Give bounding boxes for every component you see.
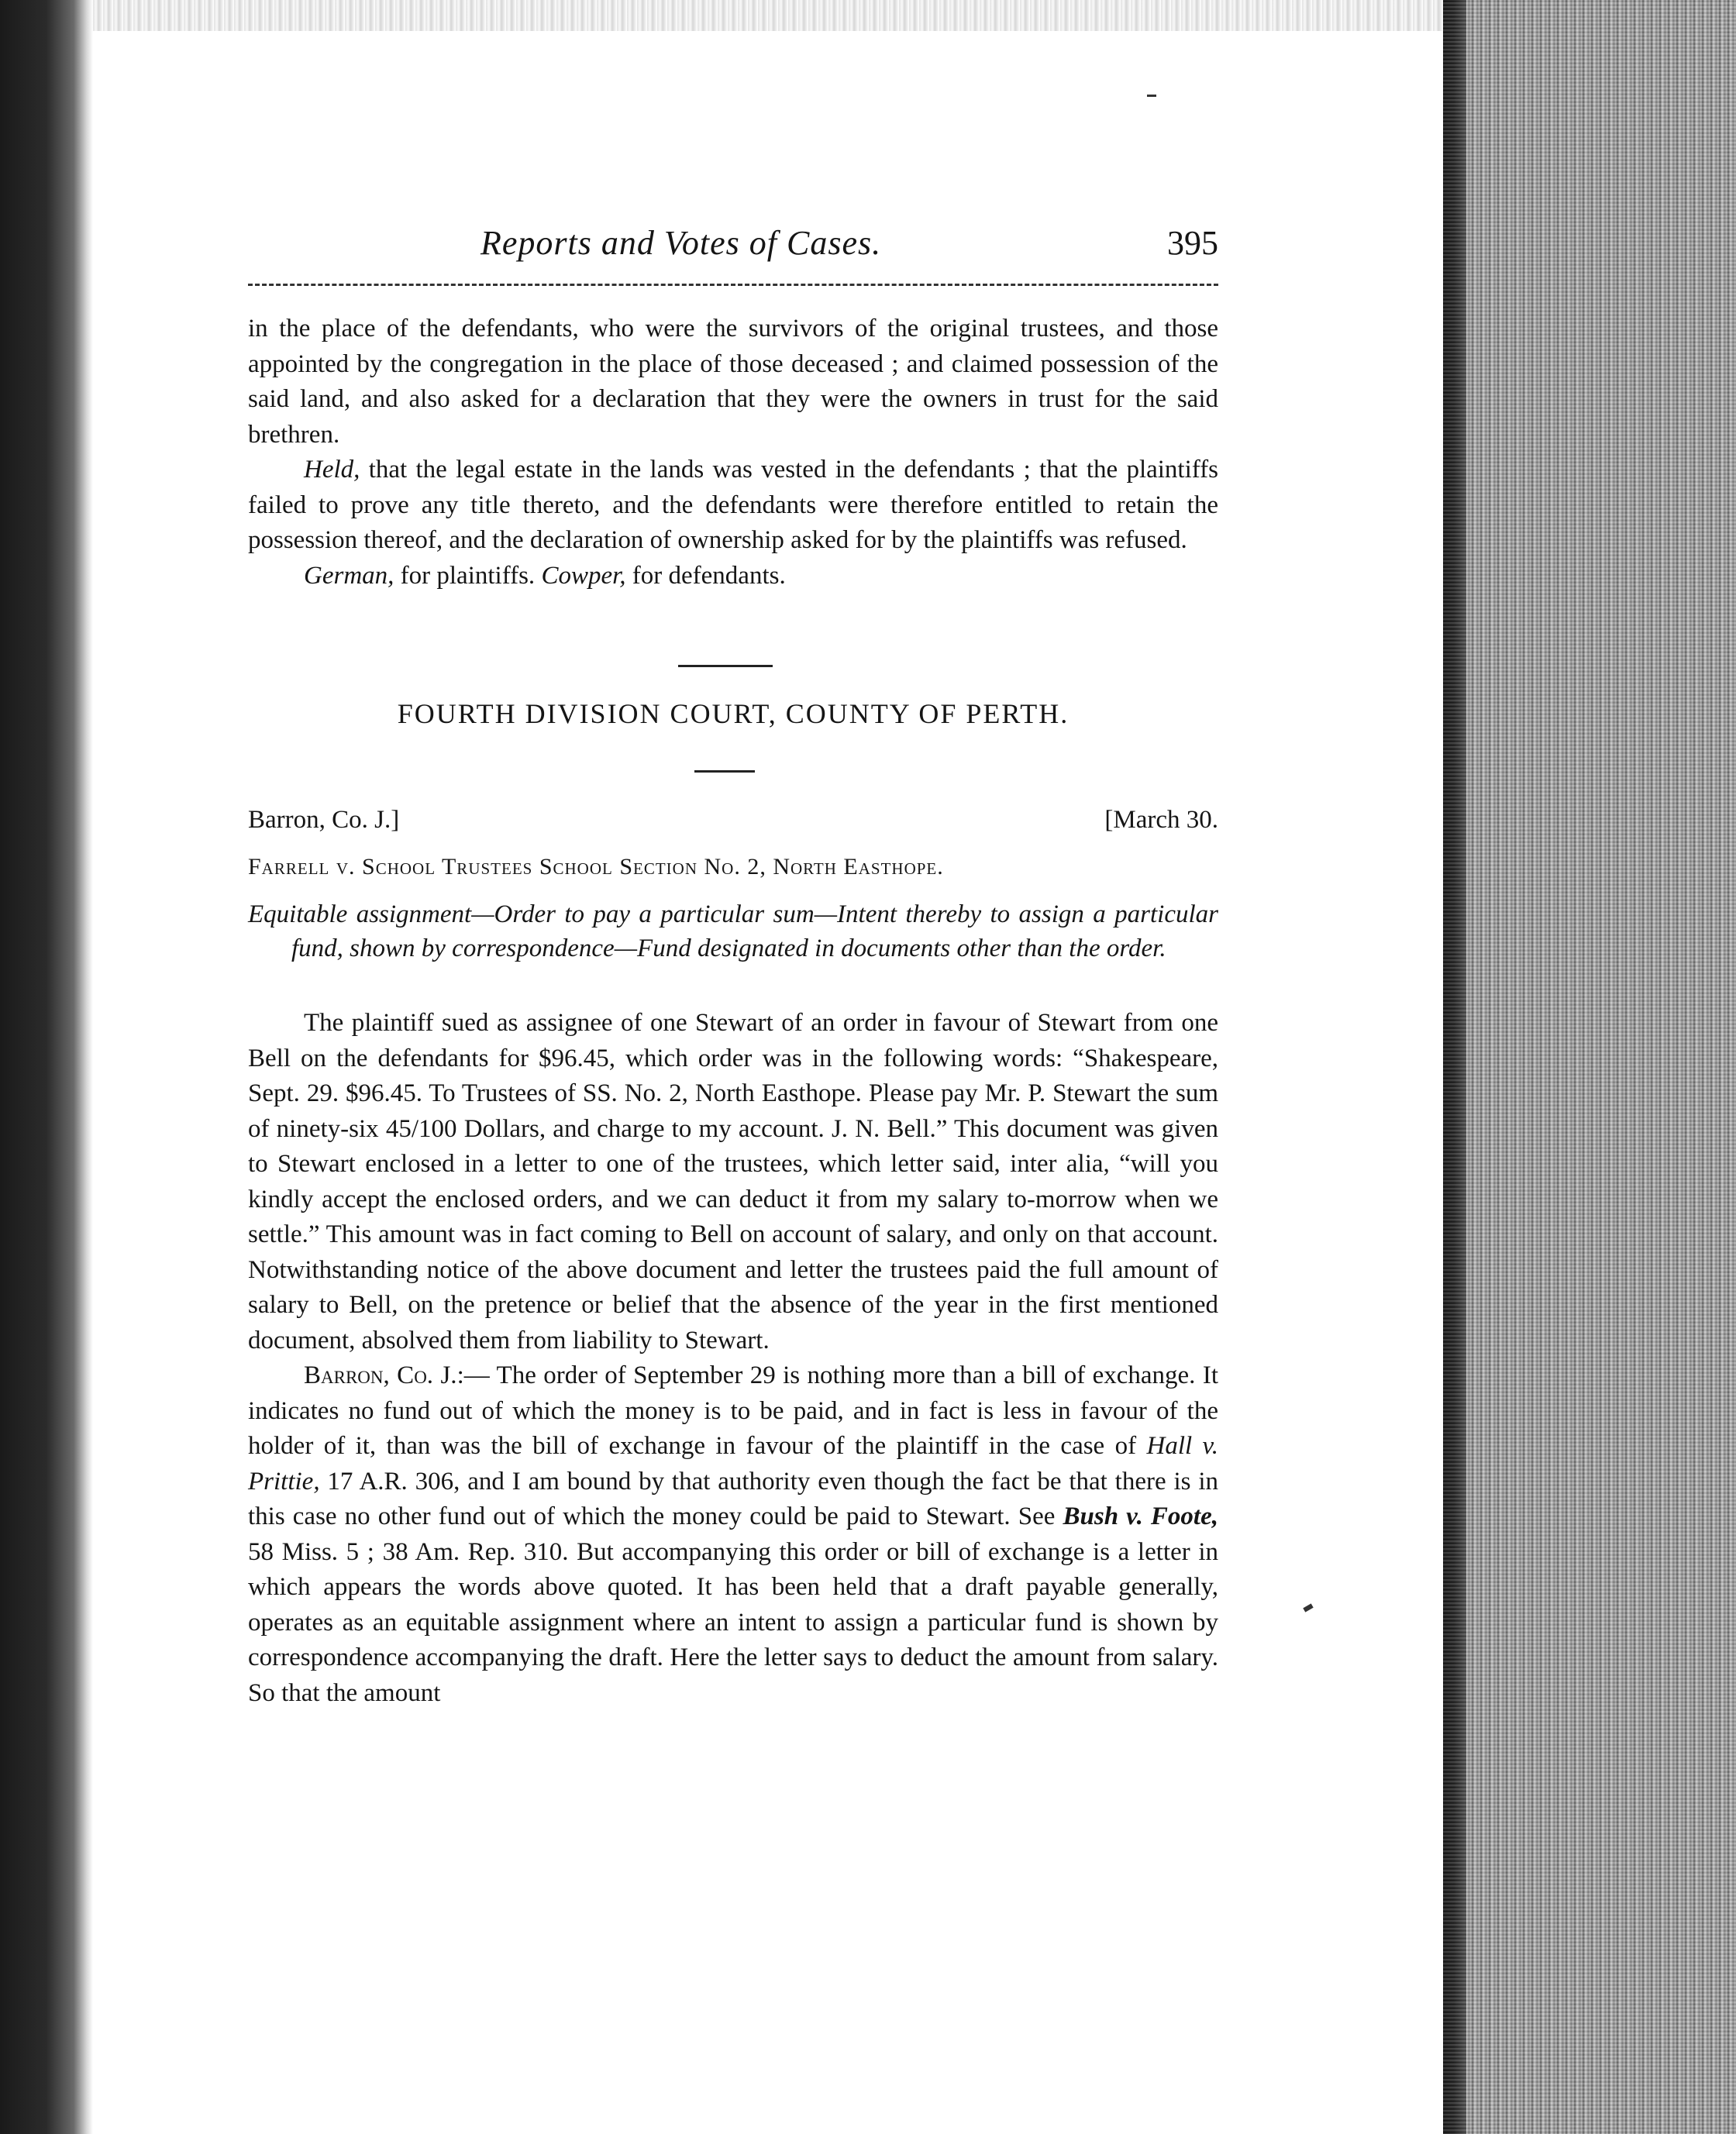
judgment-text: 58 Miss. 5 ; 38 Am. Rep. 310. But accompanying this order or bill of exchange is a letter in which appears the words above quoted. It has been held that a draft payable generally, operates as an equitable assignment where an intent to assign a particular fund is shown by correspondence accompanying the draft. Here the letter says to deduct the amount from salary. So that the amount (248, 1537, 1218, 1707)
counsel-plaintiffs-role: for plaintiffs. (394, 561, 542, 590)
running-head (248, 217, 1218, 279)
headnote: Equitable assignment—Order to pay a particular sum—Intent thereby to assign a particular fund, shown by correspondence—Fund designated in documents other than the order. (248, 900, 1218, 962)
page-content (248, 217, 1218, 1922)
judgment-text: 17 A.R. 306, and I am bound by that authority even though the fact be that there is in this case no other fund out of which the money could be paid to Stewart. See (248, 1467, 1218, 1530)
holding-paragraph (248, 453, 1218, 559)
judge-name: Barron, Co. J.] (248, 806, 400, 834)
holding-text: that the legal estate in the lands was vested in the defendants ; that the plaintiffs failed to prove any title thereto, and the defendants were therefore entitled to retain the possession thereof, and the declaration of ownership asked for by the plaintiffs was refused. (248, 456, 1218, 554)
case-body (248, 1006, 1218, 1711)
judgment-judge: Barron, Co. J. (304, 1361, 457, 1389)
judge-date-line (248, 806, 1218, 845)
judgment-text: :— The order of September 29 is nothing more than a bill of exchange. It indicates no fund out of which the money is to be paid, and in fact is less in favour of the holder of it, than was the bill of exchange in favour of the plaintiff in the case of (248, 1361, 1218, 1460)
page-number: 395 (1167, 224, 1218, 262)
case-title: Farrell v. School Trustees School Section No. 2, North Easthope. (248, 854, 944, 879)
judgment-paragraph (248, 1358, 1218, 1711)
case-citation: Hall v. Prittie, (248, 1432, 1218, 1496)
counsel-defendants: Cowper, (541, 561, 626, 590)
facts-paragraph: The plaintiff sued as assignee of one Stewart of an order in favour of Stewart from one Bell on the defendants for $96.45, which order was in the following words: “Shakespeare, Sept. 29. $96.45. To Trustees of SS. No. 2, North Easthope. Please pay Mr. P. Stewart the sum of ninety-six 45/100 Dollars, and charge to my account. J. N. Bell.” This document was given to Stewart enclosed in a letter to one of the trustees, which letter said, inter alia, “will you kindly accept the enclosed orders, and we can deduct it from my salary to-morrow when we settle.” This amount was in fact coming to Bell on account of salary, and only on that account. Notwithstanding notice of the above document and letter the trustees paid the full amount of salary to Bell, on the pretence or belief that the absence of the year in the first mentioned document, absolved them from liability to Stewart. (248, 1009, 1218, 1354)
counsel-defendants-role: for defendants. (625, 561, 786, 590)
decision-date: [March 30. (1104, 806, 1218, 834)
page-stack-edge (1443, 0, 1736, 2134)
counsel-line (248, 559, 1218, 594)
section-divider (678, 665, 773, 667)
paragraph: in the place of the defendants, who were the survivors of the original trustees, and those appointed by the congregation in the place of those deceased ; and claimed possession of the said land, and also asked for a declaration that they were the owners in trust for the said brethren. (248, 315, 1218, 449)
counsel-plaintiffs: German, (304, 561, 394, 590)
section-divider (694, 770, 755, 773)
court-heading: FOURTH DIVISION COURT, COUNTY OF PERTH. (397, 698, 1070, 729)
running-title: Reports and Votes of Cases. (480, 224, 882, 262)
held-label: Held, (304, 456, 360, 484)
header-rule (248, 284, 1218, 286)
case-citation: Bush v. Foote, (1063, 1502, 1218, 1530)
stray-mark (1147, 95, 1156, 97)
scan-noise-top (93, 0, 1443, 31)
case-continuation (248, 311, 1218, 594)
stray-mark (1303, 1603, 1313, 1612)
book-binding-edge (0, 0, 93, 2134)
